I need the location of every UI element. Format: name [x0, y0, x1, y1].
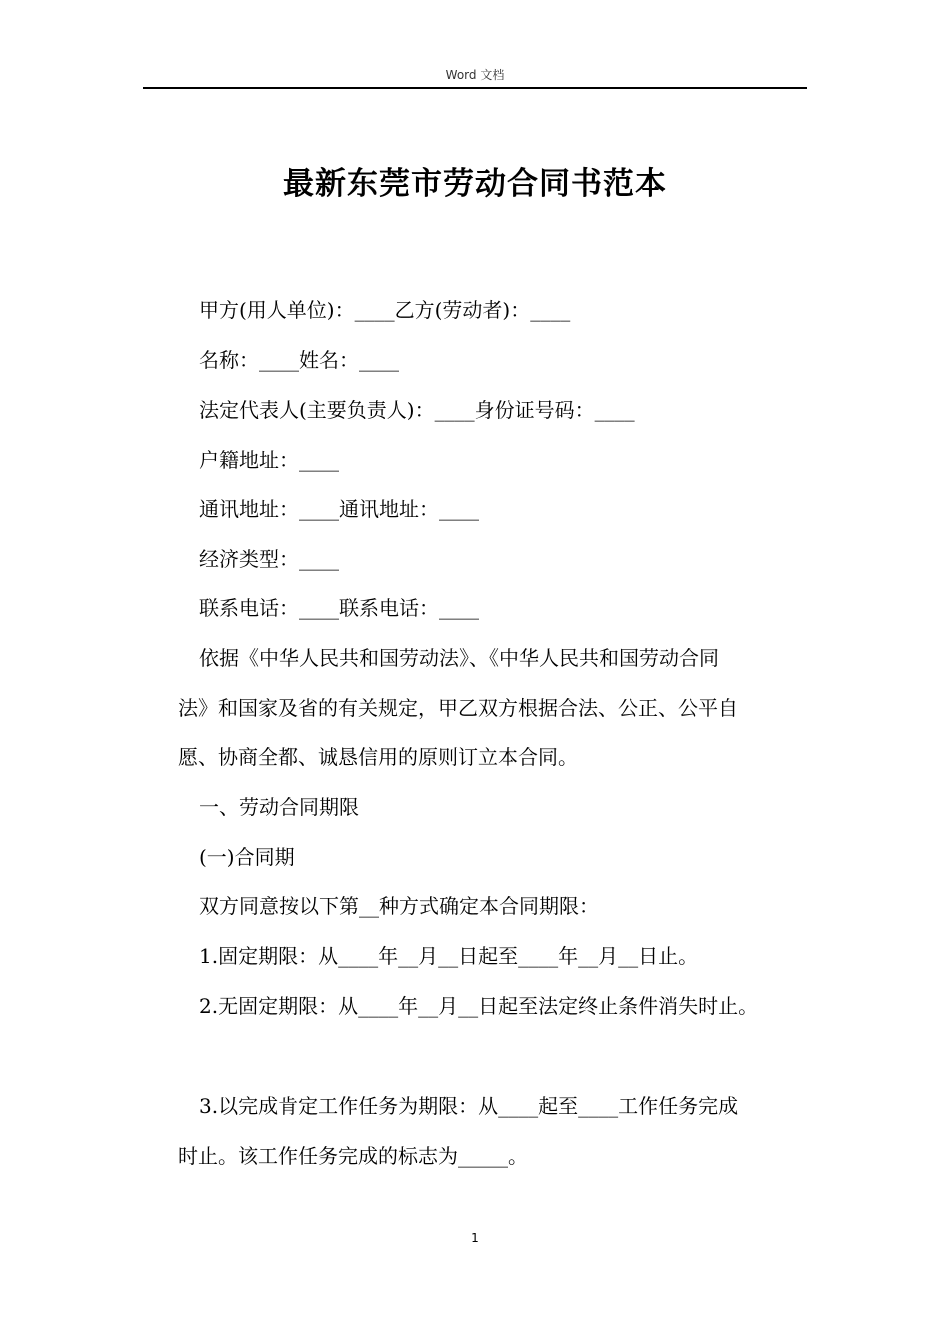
body-line: 法定代表人(主要负责人)：____身份证号码：____ [199, 398, 635, 422]
body-line: 名称：____姓名：____ [199, 348, 399, 372]
body-line: 经济类型：____ [199, 547, 339, 571]
body-line: 1.固定期限：从____年__月__日起至____年__月__日止。 [199, 944, 699, 968]
body-line: 联系电话：____联系电话：____ [199, 596, 479, 620]
header-rule [143, 87, 807, 89]
body-line: 2.无固定期限：从____年__月__日起至法定终止条件消失时止。 [199, 994, 759, 1018]
page-number: 1 [471, 1231, 479, 1245]
body-line: 时止。该工作任务完成的标志为_____。 [178, 1144, 528, 1168]
document-title: 最新东莞市劳动合同书范本 [283, 166, 667, 202]
subsection-heading: (一)合同期 [199, 845, 295, 869]
body-line: 通讯地址：____通讯地址：____ [199, 497, 479, 521]
section-heading: 一、劳动合同期限 [199, 795, 359, 819]
body-line: 户籍地址：____ [199, 448, 339, 472]
body-line: 依据《中华人民共和国劳动法》、《中华人民共和国劳动合同 [199, 646, 719, 670]
body-line: 甲方(用人单位)：____乙方(劳动者)：____ [199, 298, 571, 322]
body-line: 3.以完成肯定工作任务为期限：从____起至____工作任务完成 [199, 1094, 739, 1118]
body-line: 双方同意按以下第__种方式确定本合同期限： [199, 894, 599, 918]
body-line: 愿、协商全都、诚恳信用的原则订立本合同。 [178, 745, 578, 769]
body-line: 法》和国家及省的有关规定，甲乙双方根据合法、公正、公平自 [178, 696, 738, 720]
page-header: Word 文档 [445, 68, 505, 82]
